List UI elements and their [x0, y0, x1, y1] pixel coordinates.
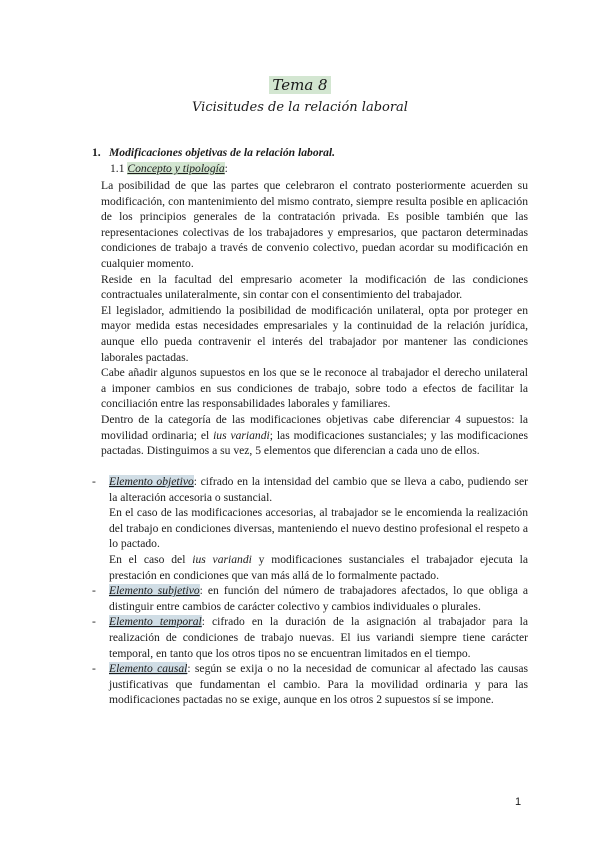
list-item-body — [109, 474, 528, 583]
bullet-dash: - — [92, 475, 96, 488]
section-heading — [92, 146, 335, 159]
list-item-text — [109, 583, 528, 614]
paragraph-text: Dentro de la categoría de las modificaciones objetivas cabe diferenciar 4 supuestos: la movilidad ordinaria; el — [101, 412, 528, 442]
document-title — [0, 76, 600, 94]
bullet-dash: - — [92, 662, 96, 676]
term-highlight: Elemento objetivo — [109, 475, 194, 488]
list-item — [92, 661, 528, 708]
text-span: y modificaciones sustanciales el trabajador ejecuta la prestación en condiciones que van más allá de lo formalmente pactado. — [109, 552, 528, 582]
term-highlight: Elemento causal — [109, 662, 188, 676]
section-heading-text: Modificaciones objetivas de la relación laboral. — [109, 146, 336, 159]
subsection-colon: : — [224, 162, 228, 175]
paragraph-italic: ius variandi — [213, 428, 270, 442]
subsection-heading-text: Concepto y tipología — [127, 162, 225, 175]
paragraph: Reside en la facultad del empresario acometer la modificación de las condiciones contractuales unilateralmente, sin contar con el consentimiento del trabajador. — [101, 272, 528, 302]
text-italic: ius variandi — [192, 552, 252, 566]
term-highlight: Elemento subjetivo — [109, 584, 200, 598]
title-text: Tema 8 — [269, 76, 330, 94]
paragraph: El legislador, admitiendo la posibilidad de modificación unilateral, opta por proteger en mayor medida estas necesidades empresariales y la continuidad de la relación jurídica, aunque ello pueda contravenir el interés del trabajador por mantener las condiciones laborales pactadas. — [101, 303, 528, 364]
list-item — [92, 614, 528, 661]
list-item-text — [109, 552, 528, 583]
term-definition: : en función del número de trabajadores afectados, lo que obliga a distinguir entre cambios de carácter colectivo y cambios individuales o plurales. — [109, 584, 529, 613]
bullet-dash: - — [92, 584, 96, 598]
term-highlight: Elemento temporal — [109, 615, 202, 629]
list-item-text — [109, 614, 528, 661]
list-item-text: En el caso de las modificaciones accesorias, al trabajador se le encomienda la realización del trabajo en condiciones diversas, manteniendo el nuevo destino profesional el respeto a lo pactado. — [109, 506, 528, 551]
list-item-text — [109, 661, 528, 708]
paragraph-text: ; las modificaciones sustanciales; y las modificaciones pactadas. Distinguimos a su vez, 5 elementos que diferencian a cada uno de ellos. — [101, 428, 528, 458]
list-item-body — [109, 614, 528, 661]
list-item-body — [109, 661, 528, 708]
text-span: En el caso del — [109, 552, 193, 566]
list-item — [92, 474, 528, 583]
term-definition: : cifrado en la duración de la asignación al trabajador para la realización de condiciones de trabajo nuevas. El ius variandi siempre tiene carácter temporal, en tanto que los otros tipos no se encuentran limitados en el tiempo. — [109, 615, 528, 660]
body-paragraphs — [101, 178, 528, 459]
list-item — [92, 583, 528, 614]
term-definition: : cifrado en la intensidad del cambio que se lleva a cabo, pudiendo ser la alteración accesoria o sustancial. — [109, 475, 528, 504]
subsection-heading — [110, 162, 228, 175]
document-subtitle: Vicisitudes de la relación laboral — [192, 100, 408, 115]
bullet-dash: - — [92, 615, 96, 629]
paragraph — [101, 412, 528, 459]
section-number: 1. — [92, 146, 101, 159]
term-definition: : según se exija o no la necesidad de comunicar al afectado las causas justificativas que fundamentan el cambio. Para la movilidad ordinaria y para las modificaciones pactadas no se exige, aunque en los otros 2 supuestos sí se impone. — [109, 662, 528, 707]
list-item-text — [109, 474, 528, 505]
paragraph: Cabe añadir algunos supuestos en los que se le reconoce al trabajador el derecho unilateral a imponer cambios en sus condiciones de trabajo, sobre todo a efectos de facilitar la conciliación entre las responsabilidades laborales y familiares. — [101, 366, 528, 411]
page-number: 1 — [515, 796, 522, 808]
subsection-number: 1.1 — [110, 162, 125, 175]
paragraph: La posibilidad de que las partes que celebraron el contrato posteriormente acuerden su modificación, con mantenimiento del mismo contrato, siempre resulta posible en aplicación de los principios generales de la contratación privada. Es posible también que las representaciones colectivas de los trabajadores y empresarios, que pactaron determinadas condiciones de trabajo a través de convenio colectivo, puedan acordar su modificación en cualquier momento. — [101, 179, 528, 270]
list-item-body — [109, 583, 528, 614]
element-list — [92, 474, 528, 708]
